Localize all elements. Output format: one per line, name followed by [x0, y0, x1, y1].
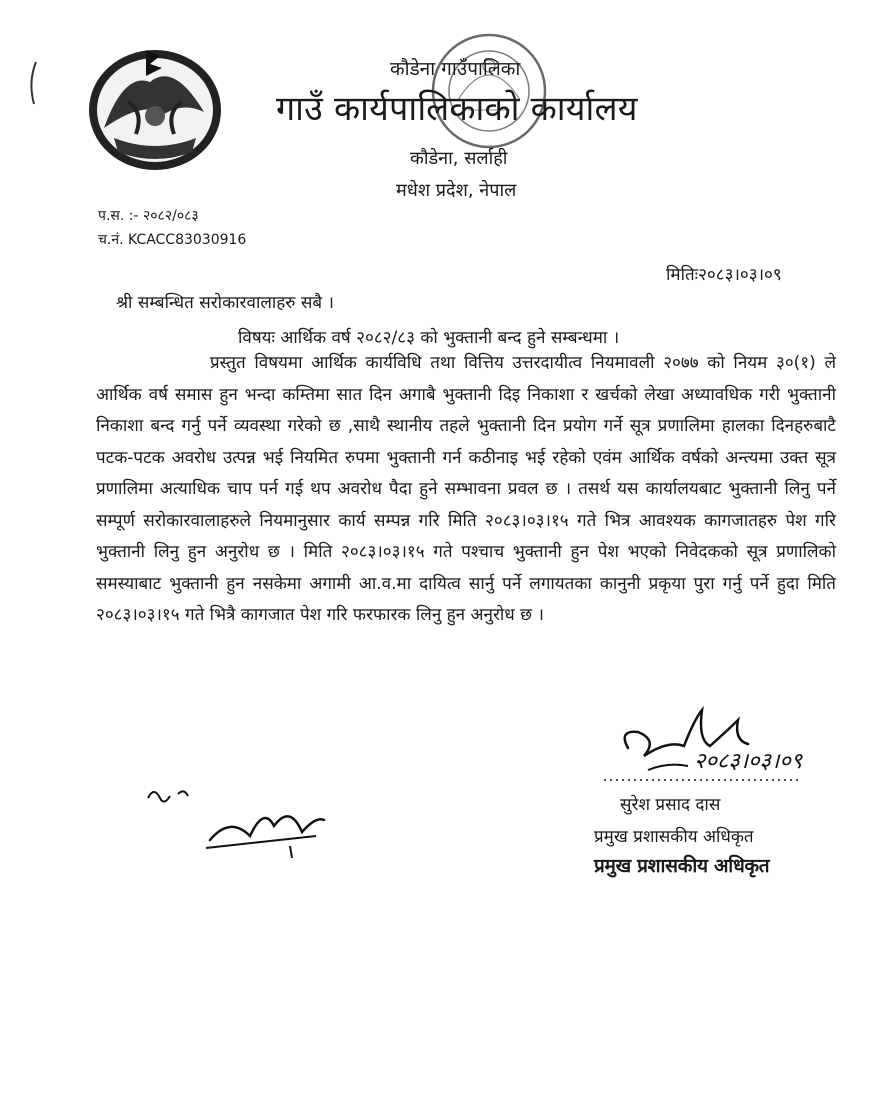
signer-name: सुरेश प्रसाद दास — [620, 795, 721, 815]
dispatch-number: च.नं. KCACC83030916 — [98, 232, 247, 248]
municipality-name: कौडेना गाउँपालिका — [390, 58, 521, 80]
office-province: मधेश प्रदेश, नेपाल — [396, 180, 517, 201]
officer-signature-icon — [598, 700, 818, 790]
signer-designation: प्रमुख प्रशासकीय अधिकृत — [594, 827, 754, 847]
letter-serial-number: प.स. :- २०८२/०८३ — [98, 208, 199, 224]
margin-mark — [26, 60, 40, 106]
letter-date: मितिः२०८३।०३।०९ — [666, 265, 782, 285]
nepal-emblem-icon — [84, 42, 226, 172]
addressee: श्री सम्बन्धित सरोकारवालाहरु सबै । — [116, 293, 334, 313]
office-title: गाउँ कार्यपालिकाको कार्यालय — [276, 89, 638, 129]
office-location: कौडेना, सर्लाही — [410, 148, 508, 169]
designation-stamp: प्रमुख प्रशासकीय अधिकृत — [594, 855, 770, 877]
subject-line: विषयः आर्थिक वर्ष २०८२/८३ को भुक्तानी बन्द हुने सम्बन्धमा । — [238, 328, 620, 348]
signature-date-scrawl: २०८३।०३।०९ — [694, 749, 803, 774]
letter-body: प्रस्तुत विषयमा आर्थिक कार्यविधि तथा वित्तिय उत्तरदायीत्व नियमावली २०७७ को नियम ३०(१) ले आर्थिक वर्ष समास हुन भन्दा कम्तिमा सात दिन अगाबै भुक्तानी दिइ निकाशा र खर्चको लेखा अध्यावधिक गरी भुक्तानी निकाशा बन्द गर्नु पर्ने व्यवस्था गरेको छ ,साथै स्थानीय तहले भुक्तानी दिन प्रयोग गर्ने सूत्र प्रणालिमा हालका दिनहरुबाटै पटक-पटक अवरोध उत्पन्न भई नियमित रुपमा भुक्तानी गर्न कठीनाइ भई रहेको एवंम आर्थिक वर्षको अन्त्यमा उक्त सूत्र प्रणालिमा अत्याधिक चाप पर्न गई थप अवरोध पैदा हुने सम्भावना प्रवल छ । तसर्थ यस कार्यालयबाट भुक्तानी लिनु पर्ने सम्पूर्ण सरोकारवालाहरुले नियमानुसार कार्य सम्पन्न गरि मिति २०८३।०३।१५ गते भित्र आवश्यक कागजातहरु पेश गरि भुक्तानी लिनु हुन अनुरोध छ । मिति २०८३।०३।१५ गते पश्चाच भुक्तानी हुन पेश भएको निवेदकको सूत्र प्रणालिको समस्याबाट भुक्तानी हुन नसकेमा अगामी आ.व.मा दायित्व सार्नु पर्ने लगायतका कानुनी प्रकृया पुरा गर्नु पर्ने हुदा मिति २०८३।०३।१५ गते भित्रै कागजात पेश गरि फरफारक लिनु हुन अनुरोध छ । — [96, 353, 836, 625]
marginal-initials-icon — [140, 776, 340, 866]
